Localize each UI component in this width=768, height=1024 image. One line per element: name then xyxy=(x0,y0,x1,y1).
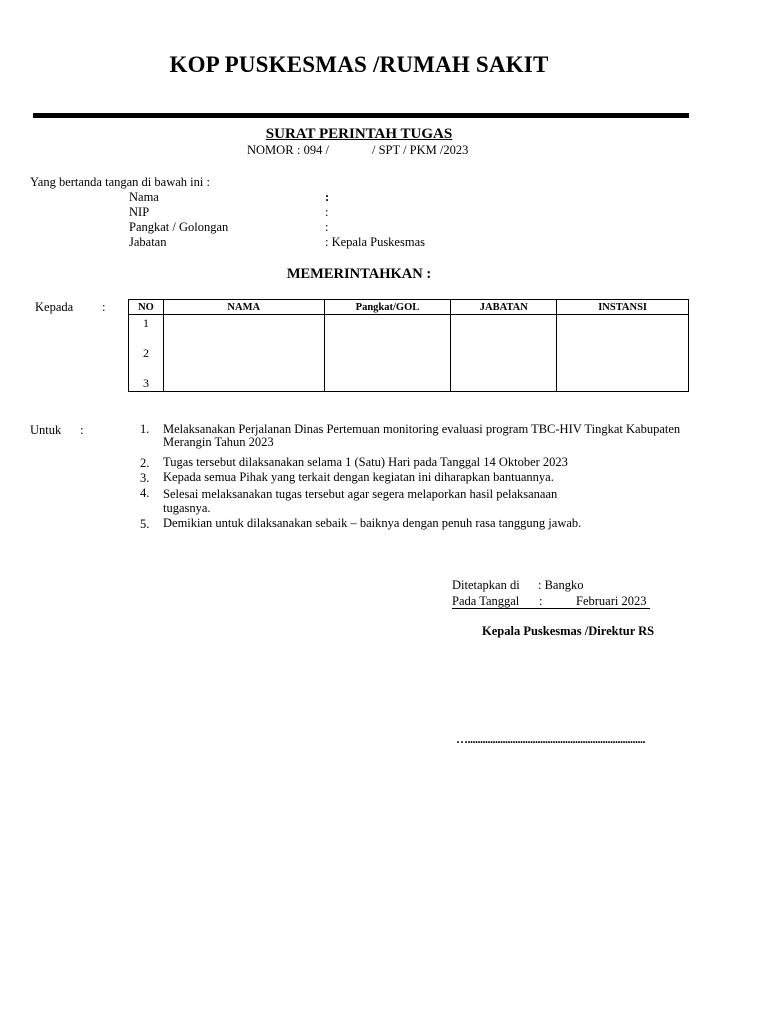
order-heading: MEMERINTAHKAN : xyxy=(286,266,432,282)
date-row xyxy=(452,594,650,609)
letterhead-divider xyxy=(33,113,689,118)
pangkat-cell xyxy=(324,315,451,392)
task-line: Selesai melaksanakan tugas tersebut agar segera melaporkan hasil pelaksanaan xyxy=(163,487,558,501)
task-line: tugasnya. xyxy=(163,501,211,515)
task-line: Melaksanakan Perjalanan Dinas Pertemuan monitoring evaluasi program TBC-HIV Tingkat Kabupaten xyxy=(163,422,681,436)
header-no: NO xyxy=(129,300,164,315)
untuk-colon: : xyxy=(80,423,84,437)
document-title: SURAT PERINTAH TUGAS xyxy=(265,126,453,142)
row-number: 2 xyxy=(142,346,149,360)
task-number: 5. xyxy=(140,517,150,531)
task-item xyxy=(163,423,680,449)
task-item xyxy=(163,487,557,515)
field-value-nip: : xyxy=(325,205,329,219)
field-label-jabatan: Jabatan xyxy=(129,235,167,249)
date-colon: : xyxy=(539,594,543,608)
staff-table xyxy=(128,299,689,392)
task-number: 4. xyxy=(140,486,150,500)
kepada-label: Kepada xyxy=(35,300,74,314)
header-jabatan: JABATAN xyxy=(451,300,557,315)
task-number: 3. xyxy=(140,471,150,485)
task-line: Merangin Tahun 2023 xyxy=(163,435,274,449)
letterhead-title: KOP PUSKESMAS /RUMAH SAKIT xyxy=(169,52,549,77)
date-value: Februari 2023 xyxy=(576,594,647,608)
header-nama: NAMA xyxy=(163,300,324,315)
task-item: Tugas tersebut dilaksanakan selama 1 (Satu) Hari pada Tanggal 14 Oktober 2023 xyxy=(163,455,568,469)
row-number: 3 xyxy=(142,376,149,390)
untuk-label: Untuk xyxy=(30,423,62,437)
table-header-row xyxy=(129,300,689,315)
signer-title: Kepala Puskesmas /Direktur RS xyxy=(482,624,655,638)
field-value-jabatan: : Kepala Puskesmas xyxy=(325,235,425,249)
nama-cell xyxy=(163,315,324,392)
task-number: 2. xyxy=(140,456,150,470)
task-number: 1. xyxy=(140,422,150,436)
number-label: NOMOR xyxy=(247,143,294,157)
table-row xyxy=(129,315,689,392)
signatory-intro: Yang bertanda tangan di bawah ini : xyxy=(30,175,210,189)
row-number: 1 xyxy=(142,316,149,330)
kepada-colon: : xyxy=(102,300,106,314)
header-pangkat: Pangkat/GOL xyxy=(324,300,451,315)
field-label-nip: NIP xyxy=(129,205,150,219)
date-label: Pada Tanggal xyxy=(452,594,520,608)
place-label: Ditetapkan di xyxy=(452,578,520,592)
field-value-pangkat: : xyxy=(325,220,329,234)
place-value: : Bangko xyxy=(538,578,584,592)
task-item: Demikian untuk dilaksanakan sebaik – baiknya dengan penuh rasa tanggung jawab. xyxy=(163,516,582,530)
document-number xyxy=(247,143,468,158)
header-instansi: INSTANSI xyxy=(557,300,689,315)
task-item: Kepada semua Pihak yang terkait dengan kegiatan ini diharapkan bantuannya. xyxy=(163,470,554,484)
row-numbers-cell xyxy=(129,315,164,392)
field-label-nama: Nama xyxy=(129,190,159,204)
field-label-pangkat: Pangkat / Golongan xyxy=(129,220,229,234)
number-prefix: : 094 / xyxy=(297,143,329,157)
number-suffix: / SPT / PKM /2023 xyxy=(372,143,469,157)
signature-line: …....................................................................... xyxy=(456,732,645,746)
instansi-cell xyxy=(557,315,689,392)
jabatan-cell xyxy=(451,315,557,392)
field-value-nama: : xyxy=(325,190,330,204)
